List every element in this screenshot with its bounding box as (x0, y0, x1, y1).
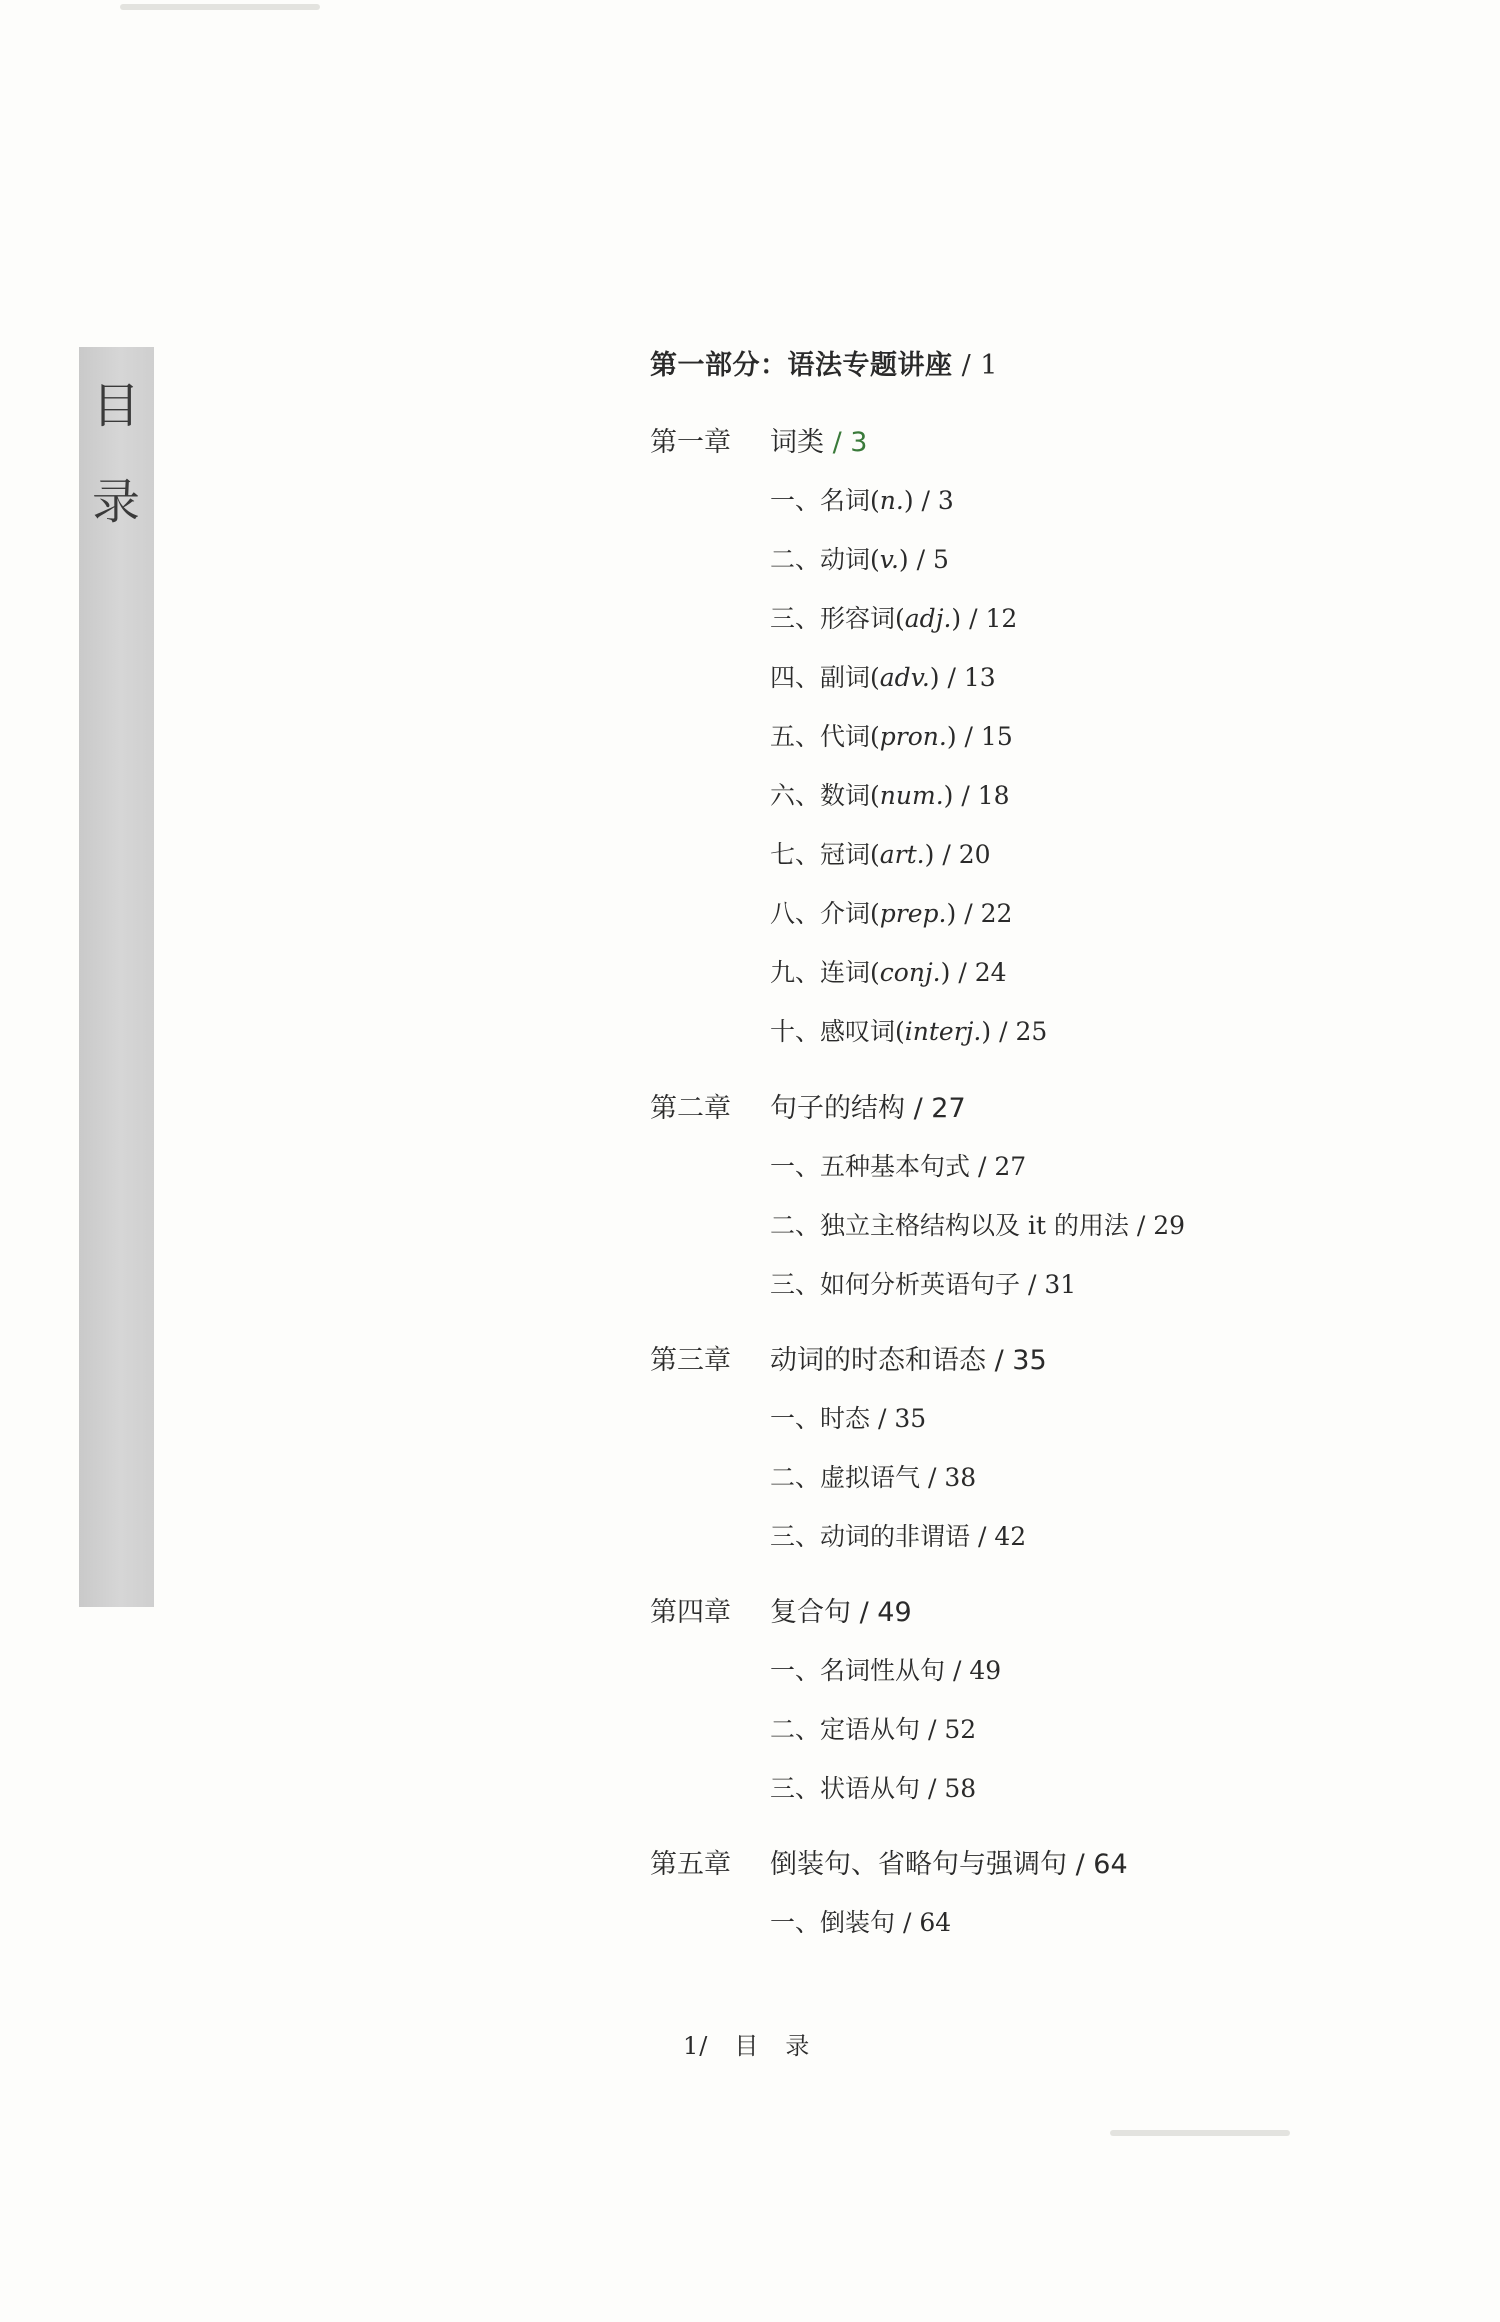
section-page: / 24 (950, 958, 1007, 987)
chapter-page: / 3 (824, 427, 868, 458)
section-item[interactable]: 四、副词(adv.) / 13 (770, 663, 996, 692)
section-page: / 20 (934, 840, 991, 869)
chapter-3[interactable] (650, 1338, 1047, 1377)
section-item[interactable]: 三、形容词(adj.) / 12 (770, 604, 1018, 633)
chapter-title: 词类 (770, 427, 824, 458)
part-title: 第一部分：语法专题讲座 (650, 350, 953, 381)
sidebar-char-1: 目 (91, 378, 140, 434)
section-item[interactable]: 一、名词(n.) / 3 (770, 486, 954, 515)
section-item[interactable]: 五、代词(pron.) / 15 (770, 722, 1013, 751)
section-page: / 15 (956, 722, 1013, 751)
section-abbr: adv. (879, 663, 930, 692)
section-item[interactable]: 一、名词性从句 / 49 (770, 1656, 1002, 1685)
section-label: 四、副词 (770, 663, 871, 692)
section-item[interactable]: 二、定语从句 / 52 (770, 1715, 977, 1744)
section-page: / 22 (956, 899, 1013, 928)
section-item[interactable]: 八、介词(prep.) / 22 (770, 899, 1013, 928)
chapter-title: 复合句 / 49 (770, 1597, 912, 1628)
section-label: 二、动词 (770, 545, 871, 574)
section-label: 五、代词 (770, 722, 871, 751)
section-label: 九、连词 (770, 958, 871, 987)
sidebar-char-2: 录 (91, 474, 140, 530)
section-item[interactable]: 九、连词(conj.) / 24 (770, 958, 1007, 987)
section-item[interactable]: 二、独立主格结构以及 it 的用法 / 29 (770, 1211, 1186, 1240)
section-page: / 13 (939, 663, 996, 692)
page-footer (683, 2026, 810, 2061)
chapter-title: 倒装句、省略句与强调句 / 64 (770, 1849, 1128, 1880)
section-label: 六、数词 (770, 781, 871, 810)
section-item[interactable]: 三、如何分析英语句子 / 31 (770, 1270, 1077, 1299)
section-page: / 18 (953, 781, 1010, 810)
footer-page-number: 1/ (683, 2032, 709, 2060)
section-page: / 12 (961, 604, 1018, 633)
chapter-title: 句子的结构 / 27 (770, 1093, 966, 1124)
chapter-number: 第二章 (650, 1093, 731, 1124)
section-label: 十、感叹词 (770, 1017, 896, 1046)
section-page: / 5 (908, 545, 949, 574)
section-item[interactable]: 七、冠词(art.) / 20 (770, 840, 991, 869)
section-label: 七、冠词 (770, 840, 871, 869)
section-abbr: prep. (879, 899, 947, 928)
section-item[interactable]: 二、动词(v.) / 5 (770, 545, 949, 574)
section-abbr: art. (879, 840, 925, 869)
chapter-number: 第三章 (650, 1345, 731, 1376)
chapter-number: 第五章 (650, 1849, 731, 1880)
section-abbr: n. (879, 486, 904, 515)
section-abbr: interj. (904, 1017, 982, 1046)
section-item[interactable]: 十、感叹词(interj.) / 25 (770, 1017, 1048, 1046)
section-label: 八、介词 (770, 899, 871, 928)
section-label: 三、形容词 (770, 604, 896, 633)
chapter-5[interactable] (650, 1842, 1128, 1881)
part-page: / 1 (952, 350, 998, 381)
chapter-number: 第一章 (650, 427, 731, 458)
section-item[interactable]: 一、倒装句 / 64 (770, 1908, 952, 1937)
section-abbr: pron. (879, 722, 947, 751)
footer-label-1: 目 (734, 2032, 760, 2060)
footer-label-2: 录 (785, 2032, 811, 2060)
section-abbr: num. (879, 781, 944, 810)
chapter-1[interactable] (650, 420, 867, 459)
section-item[interactable]: 三、动词的非谓语 / 42 (770, 1522, 1027, 1551)
part-heading[interactable] (650, 343, 998, 382)
chapter-number: 第四章 (650, 1597, 731, 1628)
section-item[interactable]: 一、时态 / 35 (770, 1404, 927, 1433)
section-abbr: conj. (879, 958, 941, 987)
section-abbr: adj. (904, 604, 952, 633)
section-item[interactable]: 三、状语从句 / 58 (770, 1774, 977, 1803)
section-item[interactable]: 六、数词(num.) / 18 (770, 781, 1010, 810)
chapter-title: 动词的时态和语态 / 35 (770, 1345, 1047, 1376)
section-page: / 25 (991, 1017, 1048, 1046)
section-label: 一、名词 (770, 486, 871, 515)
section-item[interactable]: 一、五种基本句式 / 27 (770, 1152, 1027, 1181)
chapter-2[interactable] (650, 1086, 966, 1125)
chapter-4[interactable] (650, 1590, 912, 1629)
section-abbr: v. (879, 545, 899, 574)
section-item[interactable]: 二、虚拟语气 / 38 (770, 1463, 977, 1492)
section-page: / 3 (913, 486, 954, 515)
